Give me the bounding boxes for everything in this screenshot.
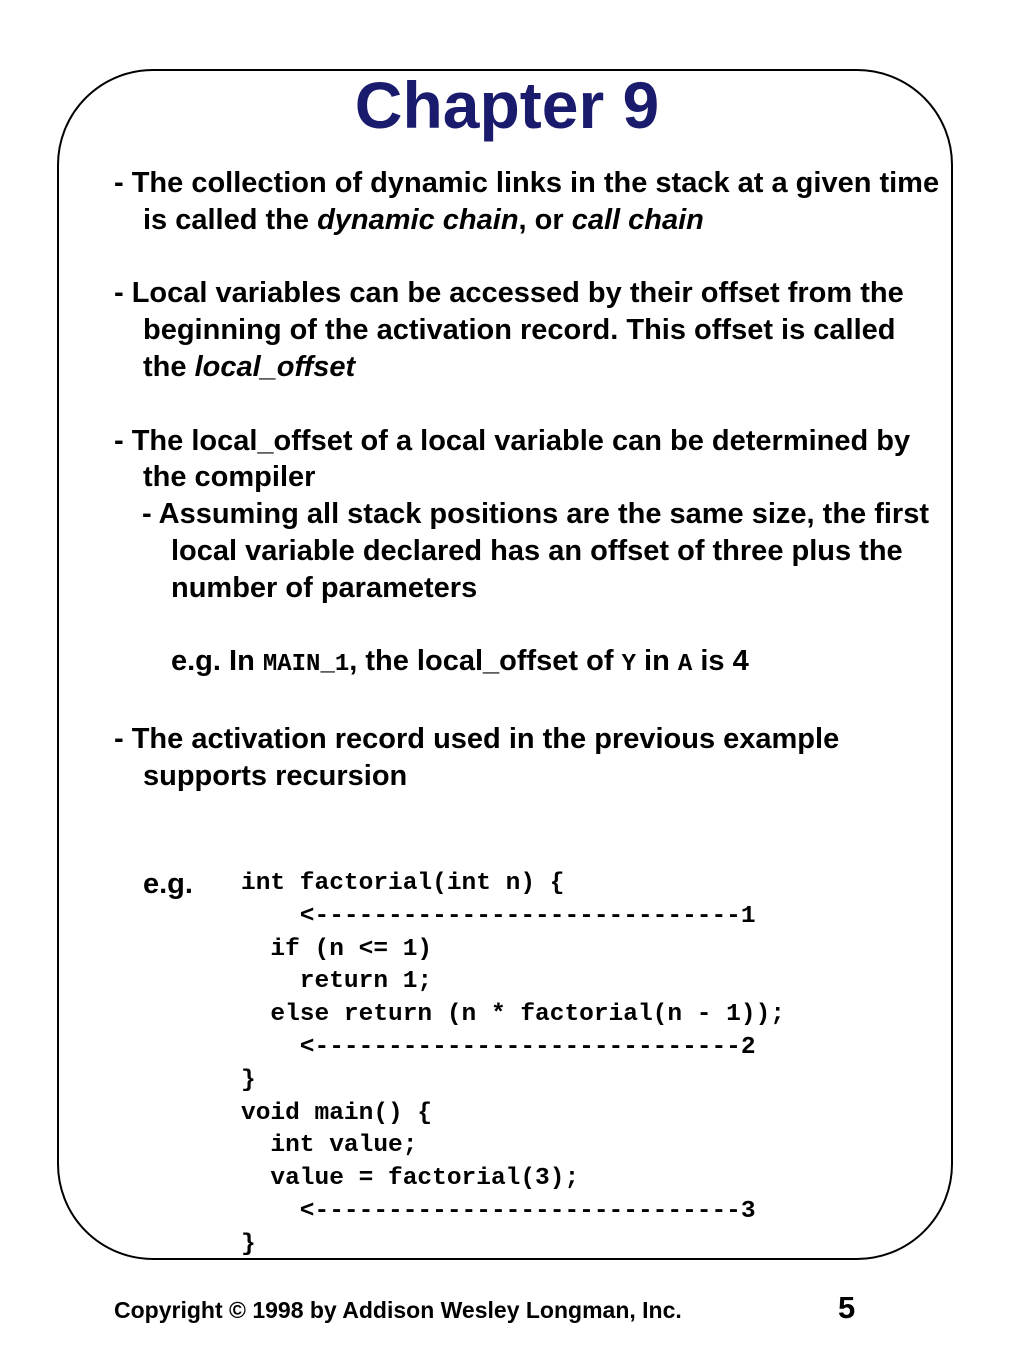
example-main1 xyxy=(114,643,944,684)
term-dynamic-chain: dynamic chain xyxy=(317,203,519,236)
spacer xyxy=(114,239,944,276)
code-listing: int factorial(int n) { <-----------------------------1 if (n <= 1) return 1; else return (n * factorial(n - 1)); <-----------------------------2 } void main() { int value; value = factorial(3); <-----------------------------3 } xyxy=(241,870,785,1258)
spacer xyxy=(114,607,944,644)
bullet-recursion: - The activation record used in the previous example supports recursion xyxy=(114,722,840,792)
bullet-text: - The collection of dynamic links in the stack at a given time is called the xyxy=(114,167,940,236)
code-example-label: e.g. xyxy=(143,868,193,900)
example-text: in xyxy=(636,645,678,678)
spacer xyxy=(114,684,944,721)
code-a: A xyxy=(677,651,693,679)
term-local-offset: local_offset xyxy=(194,350,356,383)
example-text: e.g. In xyxy=(171,645,263,678)
code-y: Y xyxy=(621,651,636,679)
bullet-local-offset xyxy=(114,275,944,385)
bullet-dynamic-chain xyxy=(114,165,944,239)
page-number: 5 xyxy=(838,1290,856,1325)
term-call-chain: call chain xyxy=(571,203,704,236)
bullet-text: - Local variables can be accessed by their offset from the beginning of the activation record. This offset is called the xyxy=(114,277,904,383)
code-main1: MAIN_1 xyxy=(262,651,350,679)
slide-body xyxy=(114,165,944,795)
copyright-footer: Copyright © 1998 by Addison Wesley Longman, Inc. xyxy=(114,1297,682,1323)
example-text: is 4 xyxy=(692,645,749,678)
example-text: , the local_offset of xyxy=(349,645,622,678)
spacer xyxy=(114,386,944,423)
slide-title: Chapter 9 xyxy=(354,68,660,142)
bullet-compiler: - The local_offset of a local variable can be determined by the compiler xyxy=(114,424,911,494)
bullet-text: , or xyxy=(518,203,572,236)
sub-bullet-stack-positions: - Assuming all stack positions are the same size, the first local variable declared has an offset of three plus the number of parameters xyxy=(142,498,930,604)
